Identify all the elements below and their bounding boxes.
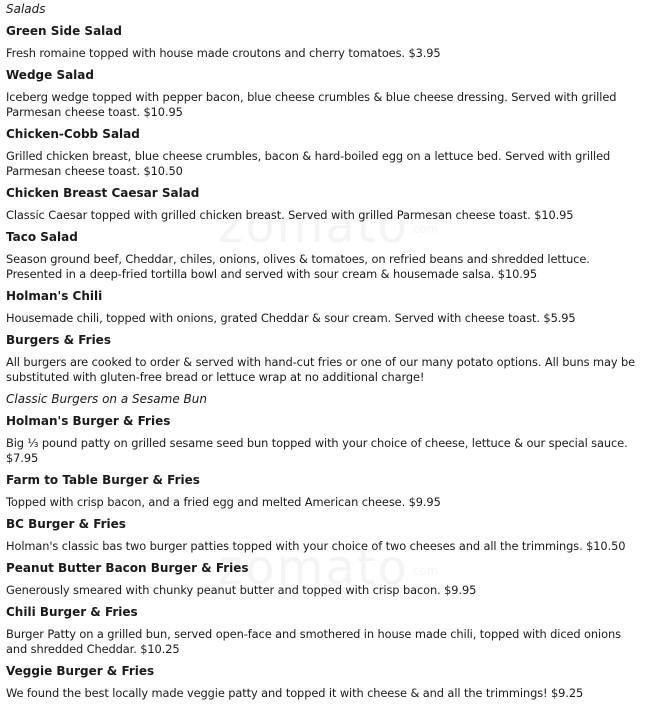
item-name: BC Burger & Fries	[6, 517, 126, 531]
item-name: Chili Burger & Fries	[6, 605, 138, 619]
item-description: Fresh romaine topped with house made croutons and cherry tomatoes. $3.95	[6, 46, 441, 60]
item-description: Iceberg wedge topped with pepper bacon, blue cheese crumbles & blue cheese dressing. Served with grilled Parmesan cheese toast. $10.95	[6, 90, 617, 119]
section-title-burgers: Burgers & Fries	[6, 333, 111, 347]
item-description: Grilled chicken breast, blue cheese crumbles, bacon & hard-boiled egg on a lettuce bed. Served with grilled Parmesan cheese toast. $10.50	[6, 149, 611, 178]
item-description: Classic Caesar topped with grilled chicken breast. Served with grilled Parmesan cheese toast. $10.95	[6, 208, 574, 222]
item-name: Wedge Salad	[6, 68, 94, 82]
item-description: We found the best locally made veggie patty and topped it with cheese & and all the trimmings! $9.25	[6, 686, 584, 700]
menu-document	[6, 2, 644, 708]
item-description: Topped with crisp bacon, and a fried egg and melted American cheese. $9.95	[6, 495, 441, 509]
item-name: Holman's Chili	[6, 289, 103, 303]
item-description: Holman's classic bas two burger patties topped with your choice of two cheeses and all the trimmings. $10.50	[6, 539, 626, 553]
item-description: Big ⅓ pound patty on grilled sesame seed bun topped with your choice of cheese, lettuce & our special sauce. $7.95	[6, 436, 628, 465]
item-name: Taco Salad	[6, 230, 78, 244]
item-name: Peanut Butter Bacon Burger & Fries	[6, 561, 249, 575]
item-description: Season ground beef, Cheddar, chiles, onions, olives & tomatoes, on refried beans and shredded lettuce. Presented in a deep-fried tortilla bowl and served with sour cream & housemade salsa. $10.95	[6, 252, 590, 281]
item-name: Holman's Burger & Fries	[6, 414, 171, 428]
section-title-salads: Salads	[6, 2, 46, 16]
sub-section-title: Classic Burgers on a Sesame Bun	[6, 392, 207, 406]
item-description: Generously smeared with chunky peanut butter and topped with crisp bacon. $9.95	[6, 583, 477, 597]
section-note: All burgers are cooked to order & served with hand-cut fries or one of our many potato options. All buns may be substituted with gluten-free bread or lettuce wrap at no additional charge!	[6, 355, 636, 384]
item-name: Green Side Salad	[6, 24, 122, 38]
item-name: Farm to Table Burger & Fries	[6, 473, 200, 487]
item-name: Chicken Breast Caesar Salad	[6, 186, 200, 200]
item-name: Chicken-Cobb Salad	[6, 127, 140, 141]
item-name: Veggie Burger & Fries	[6, 664, 155, 678]
item-description: Burger Patty on a grilled bun, served open-face and smothered in house made chili, topped with diced onions and shredded Cheddar. $10.25	[6, 627, 621, 656]
item-description: Housemade chili, topped with onions, grated Cheddar & sour cream. Served with cheese toast. $5.95	[6, 311, 576, 325]
